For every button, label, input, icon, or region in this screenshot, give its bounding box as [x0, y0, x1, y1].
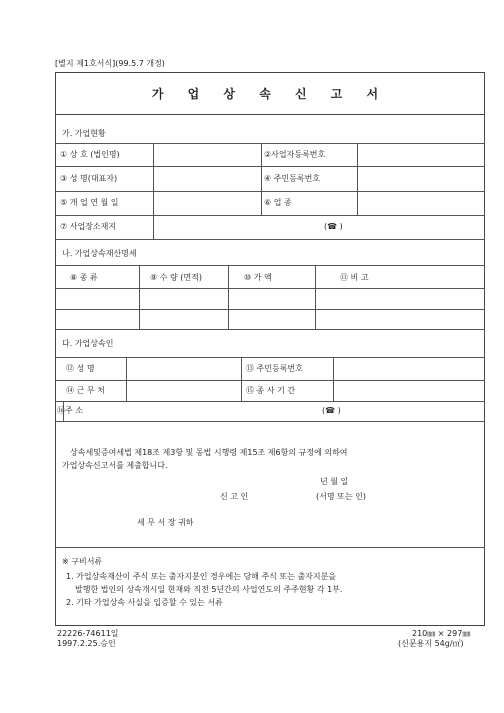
divider — [55, 309, 485, 310]
phone-field: (☎ ) — [324, 222, 343, 231]
section-heading-property: 나. 가업상속재산명세 — [62, 249, 137, 258]
column-header-quantity: ⑨ 수 량 (면적) — [150, 273, 202, 282]
divider — [357, 143, 358, 215]
documents-heading: ※ 구비서류 — [62, 557, 103, 566]
divider — [55, 421, 485, 422]
divider — [55, 329, 485, 330]
form-label: [별지 제1호서식](99.5.7 개정) — [55, 59, 165, 68]
declaration-text-line2: 가업상속신고서를 제출합니다. — [62, 461, 168, 470]
addressee: 세 무 서 장 귀하 — [137, 518, 194, 527]
label-address: ⑯주 소 — [57, 406, 83, 415]
label-workplace: ⑭ 근 무 처 — [66, 386, 105, 395]
column-header-remarks: ⑪ 비 고 — [340, 273, 369, 282]
footer-code: 22226-74611일 — [57, 629, 119, 638]
documents-item1-line2: 발행한 법인의 상속개시일 현재와 직전 5년간의 사업연도의 주주현황 각 1부. — [75, 585, 343, 594]
label-representative: ③ 성 명(대표자) — [60, 174, 118, 183]
divider — [55, 215, 485, 216]
label-location: ⑦ 사업장소재지 — [60, 222, 117, 231]
divider — [126, 357, 127, 401]
label-business-reg-no: ②사업자등록번호 — [264, 150, 326, 159]
divider — [139, 265, 140, 329]
footer-paper: (신문용지 54g/㎡) — [398, 639, 464, 648]
divider — [55, 265, 485, 266]
signature-label: (서명 또는 인) — [316, 492, 366, 501]
label-heir-name: ⑫ 성 명 — [66, 364, 95, 373]
divider — [261, 143, 262, 215]
divider — [55, 166, 485, 167]
section-heading-business-status: 가. 가업현황 — [62, 129, 106, 138]
reporter-label: 신 고 인 — [220, 492, 249, 501]
date-line: 년 월 일 — [320, 477, 349, 486]
divider — [55, 547, 485, 548]
documents-item1-line1: 1. 가업상속재산이 주식 또는 출자지분인 경우에는 당해 주식 또는 출자지분을 — [66, 572, 337, 581]
column-header-type: ⑧ 종 류 — [70, 273, 98, 282]
label-company-name: ① 상 호 (법인명) — [60, 150, 120, 159]
label-opening-date: ⑤ 개 업 연 월 일 — [60, 198, 119, 207]
documents-item2: 2. 기타 가업상속 사실을 입증할 수 있는 서류 — [66, 598, 223, 607]
divider — [241, 357, 242, 401]
divider — [315, 265, 316, 329]
form-title: 가 업 상 속 신 고 서 — [55, 72, 485, 115]
phone-field: (☎ ) — [322, 406, 341, 415]
divider — [55, 143, 485, 144]
divider — [55, 288, 485, 289]
divider — [333, 357, 334, 401]
column-header-value: ⑩ 가 액 — [244, 273, 272, 282]
divider — [55, 239, 485, 240]
divider — [153, 143, 154, 239]
divider — [55, 357, 485, 358]
divider — [55, 401, 485, 402]
divider — [228, 265, 229, 329]
label-resident-reg-no: ④ 주민등록번호 — [264, 174, 321, 183]
footer-size: 210㎜ × 297㎜ — [412, 629, 471, 638]
footer-approval: 1997.2.25.승인 — [57, 639, 116, 648]
label-heir-resident-no: ⑬ 주민등록번호 — [246, 364, 303, 373]
section-heading-heir: 다. 가업상속인 — [62, 339, 114, 348]
label-work-period: ⑮ 종 사 기 간 — [246, 386, 296, 395]
divider — [55, 380, 485, 381]
divider — [55, 191, 485, 192]
declaration-text-line1: 상속세및증여세법 제18조 제3항 및 동법 시행령 제15조 제6항의 규정에 의하여 — [70, 448, 348, 457]
label-business-type: ⑥ 업 종 — [264, 198, 292, 207]
